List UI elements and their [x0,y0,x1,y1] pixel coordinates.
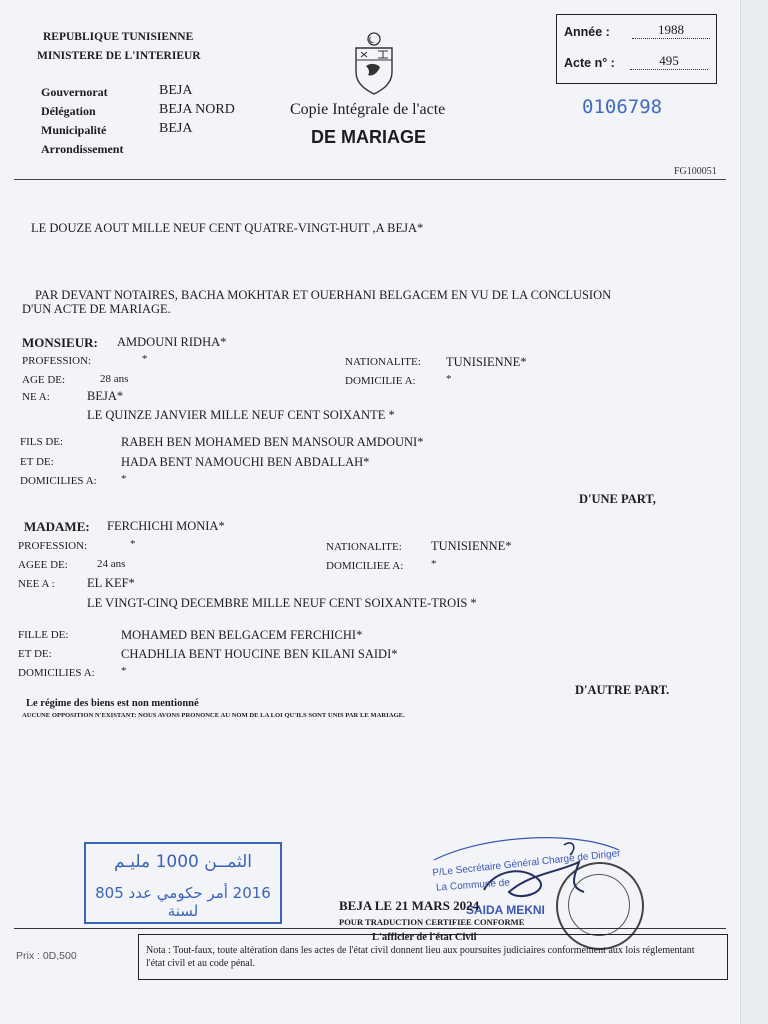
husband-parent1-value: RABEH BEN MOHAMED BEN MANSOUR AMDOUNI* [121,435,424,449]
monsieur-label: MONSIEUR: [22,335,98,350]
delegation-label: Délégation [41,104,96,118]
signature-purpose: POUR TRADUCTION CERTIFIEE CONFORME [339,917,525,927]
husband-born-date: LE QUINZE JANVIER MILLE NEUF CENT SOIXANTE * [87,408,395,422]
wife-parent2-label: ET DE: [18,648,52,660]
coat-of-arms-icon [352,30,396,101]
ministry-heading: MINISTERE DE L'INTERIEUR [37,50,201,62]
wife-domicile-label: DOMICILIEE A: [326,560,404,572]
husband-age-label: AGE DE: [22,374,66,386]
stamp-text-line1: P/Le Secrétaire Général Chargé de Diriger [431,848,622,879]
wife-domiciles-value: * [121,665,127,677]
wife-profession-label: PROFESSION: [18,540,88,552]
wife-profession-value: * [130,538,136,550]
wife-parent1-label: FILLE DE: [18,629,69,641]
husband-domiciles-label: DOMICILIES A: [20,475,97,487]
wife-nationalite-label: NATIONALITE: [326,541,402,553]
husband-parent2-value: HADA BENT NAMOUCHI BEN ABDALLAH* [121,455,370,469]
municipalite-value: BEJA [159,121,193,136]
husband-name: AMDOUNI RIDHA* [117,335,227,349]
serial-number: 0106798 [582,96,663,118]
municipalite-label: Municipalité [41,123,107,137]
wife-parent2-value: CHADHLIA BENT HOUCINE BEN KILANI SAIDI* [121,647,398,661]
wife-age-label: AGEE DE: [18,559,68,571]
annee-label: Année : [564,25,610,39]
wife-age-value: 24 ans [97,558,126,570]
husband-age-value: 28 ans [100,373,129,385]
stamp-text-line2: La Commune de [435,877,511,894]
husband-domicile-label: DOMICILIE A: [345,375,416,387]
signature-place-date: BEJA LE 21 MARS 2024 [339,898,480,913]
madame-label: MADAME: [24,519,90,534]
annee-value: 1988 [632,22,710,39]
signature-officer: L'afficier de l'état Civil [372,932,477,943]
gouvernorat-label: Gouvernorat [41,85,108,99]
nota-text: Nota : Tout-faux, toute altération dans les actes de l'état civil donnent lieu aux poursuites judiciaires conformément aux lois réglementant l'état civil et au code pénal. [146,945,695,969]
husband-nationalite-label: NATIONALITE: [345,356,421,368]
wife-parent1-value: MOHAMED BEN BELGACEM FERCHICHI* [121,628,363,642]
husband-nationalite-value: TUNISIENNE* [446,355,527,369]
header-divider [14,179,726,180]
husband-born-place: BEJA* [87,389,124,403]
delegation-value: BEJA NORD [159,102,235,117]
date-line: LE DOUZE AOUT MILLE NEUF CENT QUATRE-VINGT-HUIT ,A BEJA* [31,221,424,235]
price-label: Prix : 0D,500 [16,950,77,962]
husband-parent2-label: ET DE: [20,456,54,468]
form-code: FG100051 [674,166,717,177]
gouvernorat-value: BEJA [159,83,193,98]
notaries-line-2: D'UN ACTE DE MARIAGE. [22,302,171,316]
wife-part-label: D'AUTRE PART. [575,683,670,697]
notaries-line-1: PAR DEVANT NOTAIRES, BACHA MOKHTAR ET OUERHANI BELGACEM EN VU DE LA CONCLUSION [35,288,612,302]
page-edge [740,0,768,1024]
wife-name: FERCHICHI MONIA* [107,519,225,533]
wife-born-date: LE VINGT-CINQ DECEMBRE MILLE NEUF CENT SOIXANTE-TROIS * [87,596,477,610]
fiscal-stamp-price: الثمــن 1000 مليـم [114,852,252,872]
husband-domiciles-value: * [121,473,127,485]
wife-born-label: NEE A : [18,578,55,590]
wife-nationalite-value: TUNISIENNE* [431,539,512,553]
fiscal-stamp [84,842,282,924]
stamp-name: SAIDA MEKNI [466,903,545,917]
republic-heading: REPUBLIQUE TUNISIENNE [43,31,194,43]
husband-profession-value: * [142,353,148,365]
husband-profession-label: PROFESSION: [22,355,92,367]
acte-number-label: Acte n° : [564,56,615,70]
husband-parent1-label: FILS DE: [20,436,64,448]
act-type-title: DE MARIAGE [311,127,427,147]
husband-domicile-value: * [446,373,452,385]
footer-divider [14,928,726,929]
copy-title: Copie Intégrale de l'acte [290,101,446,118]
wife-born-place: EL KEF* [87,576,135,590]
arrondissement-label: Arrondissement [41,142,124,156]
acte-number-value: 495 [630,53,708,70]
wife-domicile-value: * [431,558,437,570]
opposition-note: AUCUNE OPPOSITION N'EXISTANT: NOUS AVONS PRONONCE AU NOM DE LA LOI QU'ILS SONT UNIS PAR LE MARIAGE. [22,712,405,719]
husband-part-label: D'UNE PART, [579,492,656,506]
regime-note: Le régime des biens est non mentionné [26,698,199,709]
wife-domiciles-label: DOMICILIES A: [18,667,95,679]
husband-born-label: NE A: [22,391,50,403]
fiscal-stamp-decree: 2016 أمر حكومي عدد 805 لسنة [95,884,271,920]
